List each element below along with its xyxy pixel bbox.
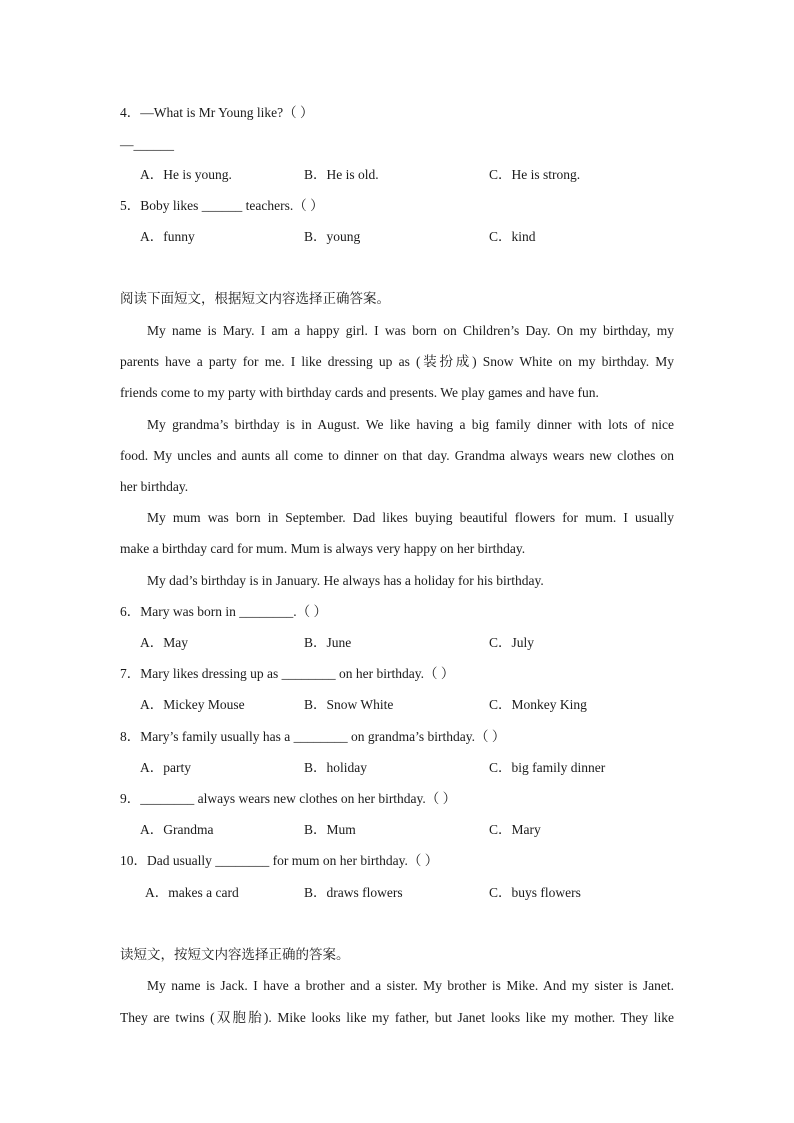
passage-1-line-8: make a birthday card for mum. Mum is always very happy on her birthday. bbox=[120, 541, 526, 556]
q9-option-c[interactable]: C．Mary bbox=[489, 822, 541, 837]
q5-option-b[interactable]: B．young bbox=[304, 229, 361, 244]
q10-option-c[interactable]: C．buys flowers bbox=[489, 885, 581, 900]
q6-option-b[interactable]: B．June bbox=[304, 635, 352, 650]
question-4-answer-line: —______ bbox=[120, 137, 174, 152]
passage-1-line-6: her birthday. bbox=[120, 479, 189, 494]
question-9: 9．________ always wears new clothes on her birthday.（ ） bbox=[120, 791, 457, 806]
q7-option-a[interactable]: A．Mickey Mouse bbox=[140, 697, 245, 712]
passage-1-line-7: My mum was born in September. Dad likes buying beautiful flowers for mum. I usually bbox=[147, 510, 674, 525]
section-2-instruction: 读短文，按短文内容选择正确的答案。 bbox=[120, 947, 350, 963]
passage-1-line-5: food. My uncles and aunts all come to dinner on that day. Grandma always wears new clothes on bbox=[120, 448, 674, 463]
passage-1-line-3: friends come to my party with birthday cards and presents. We play games and have fun. bbox=[120, 385, 599, 400]
passage-2-line-1: My name is Jack. I have a brother and a sister. My brother is Mike. And my sister is Janet. bbox=[147, 978, 674, 993]
q5-option-c[interactable]: C．kind bbox=[489, 229, 536, 244]
passage-2-line-2: They are twins (双胞胎). Mike looks like my father, but Janet looks like my mother. They like bbox=[120, 1010, 674, 1025]
q4-option-c[interactable]: C．He is strong. bbox=[489, 167, 581, 182]
passage-1-line-2: parents have a party for me. I like dressing up as (装扮成) Snow White on my birthday. My bbox=[120, 354, 674, 369]
q6-option-c[interactable]: C．July bbox=[489, 635, 535, 650]
q9-option-a[interactable]: A．Grandma bbox=[140, 822, 214, 837]
section-1-instruction: 阅读下面短文，根据短文内容选择正确答案。 bbox=[120, 291, 390, 307]
question-8: 8．Mary’s family usually has a ________ on grandma’s birthday.（ ） bbox=[120, 729, 506, 744]
passage-1-line-4: My grandma’s birthday is in August. We like having a big family dinner with lots of nice bbox=[147, 417, 674, 432]
question-4: 4．—What is Mr Young like?（ ） bbox=[120, 105, 314, 120]
q9-option-b[interactable]: B．Mum bbox=[304, 822, 356, 837]
question-7: 7．Mary likes dressing up as ________ on her birthday.（ ） bbox=[120, 666, 455, 681]
q5-option-a[interactable]: A．funny bbox=[140, 229, 195, 244]
passage-1-line-9: My dad’s birthday is in January. He always has a holiday for his birthday. bbox=[147, 573, 544, 588]
question-6: 6．Mary was born in ________.（ ） bbox=[120, 604, 327, 619]
question-5: 5．Boby likes ______ teachers.（ ） bbox=[120, 198, 324, 213]
q8-option-b[interactable]: B．holiday bbox=[304, 760, 367, 775]
q8-option-c[interactable]: C．big family dinner bbox=[489, 760, 606, 775]
q10-option-a[interactable]: A．makes a card bbox=[145, 885, 239, 900]
q6-option-a[interactable]: A．May bbox=[140, 635, 188, 650]
q4-option-b[interactable]: B．He is old. bbox=[304, 167, 379, 182]
question-10: 10．Dad usually ________ for mum on her birthday.（ ） bbox=[120, 853, 439, 868]
q4-option-a[interactable]: A．He is young. bbox=[140, 167, 232, 182]
q7-option-c[interactable]: C．Monkey King bbox=[489, 697, 587, 712]
passage-1-line-1: My name is Mary. I am a happy girl. I was born on Children’s Day. On my birthday, my bbox=[147, 323, 674, 338]
q7-option-b[interactable]: B．Snow White bbox=[304, 697, 394, 712]
q8-option-a[interactable]: A．party bbox=[140, 760, 191, 775]
q10-option-b[interactable]: B．draws flowers bbox=[304, 885, 403, 900]
